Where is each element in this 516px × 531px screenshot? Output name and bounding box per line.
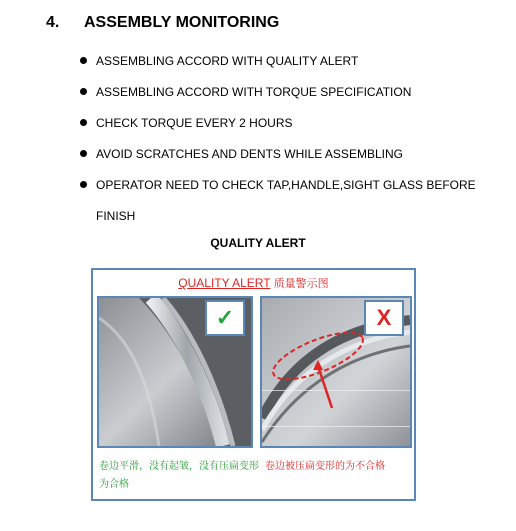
good-caption: 卷边平滑，没有起皱，没有压扁变形为合格 <box>99 461 259 490</box>
bullet-dot <box>80 150 87 157</box>
quality-alert-figure <box>91 268 416 501</box>
bullet-text: FINISH <box>96 209 136 223</box>
bullet-text: ASSEMBLING ACCORD WITH TORQUE SPECIFICATION <box>96 85 412 99</box>
bullet-dot <box>80 181 87 188</box>
figure-title-en: QUALITY ALERT <box>178 276 271 290</box>
section-number: 4. <box>46 14 60 31</box>
bullet-dot <box>80 119 87 126</box>
section-title: ASSEMBLY MONITORING <box>84 14 280 31</box>
bullet-item <box>80 108 476 139</box>
bullet-item <box>80 77 476 108</box>
good-example-photo <box>97 296 253 448</box>
bullet-text: CHECK TORQUE EVERY 2 HOURS <box>96 116 293 130</box>
bullet-text: ASSEMBLING ACCORD WITH QUALITY ALERT <box>96 54 359 68</box>
section-heading <box>46 14 279 32</box>
bullet-dot <box>80 57 87 64</box>
bullet-text: OPERATOR NEED TO CHECK TAP,HANDLE,SIGHT GLASS BEFORE <box>96 178 476 192</box>
bullet-list <box>80 46 476 232</box>
bullet-dot <box>80 88 87 95</box>
bad-example-photo <box>260 296 412 448</box>
checkmark-icon: ✓ <box>205 300 245 336</box>
figure-title-cn: 质量警示图 <box>273 278 329 290</box>
bullet-text: AVOID SCRATCHES AND DENTS WHILE ASSEMBLING <box>96 147 403 161</box>
bullet-item <box>80 46 476 77</box>
cross-icon: X <box>364 300 404 336</box>
quality-alert-caption: QUALITY ALERT <box>210 236 306 250</box>
bad-caption: 卷边被压扁变形的为不合格 <box>265 461 385 472</box>
bullet-item <box>80 170 476 201</box>
figure-title <box>93 275 414 291</box>
bullet-continuation <box>80 201 476 232</box>
bullet-item <box>80 139 476 170</box>
